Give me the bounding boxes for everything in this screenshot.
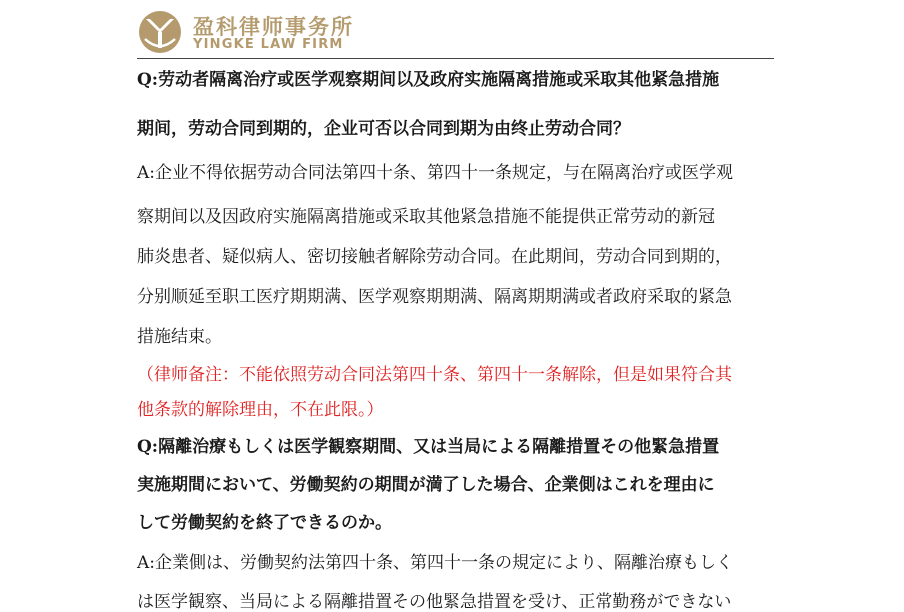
answer-1-line-3: 肺炎患者、疑似病人、密切接触者解除劳动合同。在此期间，劳动合同到期的， <box>137 247 732 267</box>
lawyer-note-line-1: （律师备注：不能依照劳动合同法第四十条、第四十一条解除，但是如果符合其 <box>137 365 732 385</box>
firm-name-english: YINGKE LAW FIRM <box>193 37 344 52</box>
yingke-logo-icon <box>137 9 183 55</box>
answer-2-line-1: A:企業側は、労働契約法第四十条、第四十一条の規定により、隔離治療もしく <box>137 553 734 573</box>
question-1-line-1: Q:劳动者隔离治疗或医学观察期间以及政府实施隔离措施或采取其他紧急措施 <box>137 70 720 90</box>
answer-1-line-5: 措施结束。 <box>137 327 222 347</box>
header-divider <box>137 58 774 59</box>
answer-1-line-4: 分别顺延至职工医疗期期满、医学观察期期满、隔离期期满或者政府采取的紧急 <box>137 287 732 307</box>
answer-1-line-1: A:企业不得依据劳动合同法第四十条、第四十一条规定，与在隔离治疗或医学观 <box>137 163 734 183</box>
firm-header <box>137 9 777 55</box>
answer-1-line-2: 察期间以及因政府实施隔离措施或采取其他紧急措施不能提供正常劳动的新冠 <box>137 207 715 227</box>
question-2-line-1: Q:隔離治療もしくは医学観察期間、又は当局による隔離措置その他緊急措置 <box>137 437 720 457</box>
firm-name-chinese: 盈科律师事务所 <box>193 15 354 39</box>
document-body <box>137 65 777 612</box>
lawyer-note-line-2: 他条款的解除理由，不在此限。） <box>137 400 384 420</box>
answer-2-line-2: は医学観察、当局による隔離措置その他緊急措置を受け、正常勤務ができない <box>137 592 732 612</box>
question-2-line-2: 実施期間において、労働契約の期間が満了した場合、企業側はこれを理由に <box>137 475 715 495</box>
question-2-line-3: して労働契約を終了できるのか。 <box>137 513 392 533</box>
question-1-line-2: 期间，劳动合同到期的，企业可否以合同到期为由终止劳动合同？ <box>137 119 630 139</box>
